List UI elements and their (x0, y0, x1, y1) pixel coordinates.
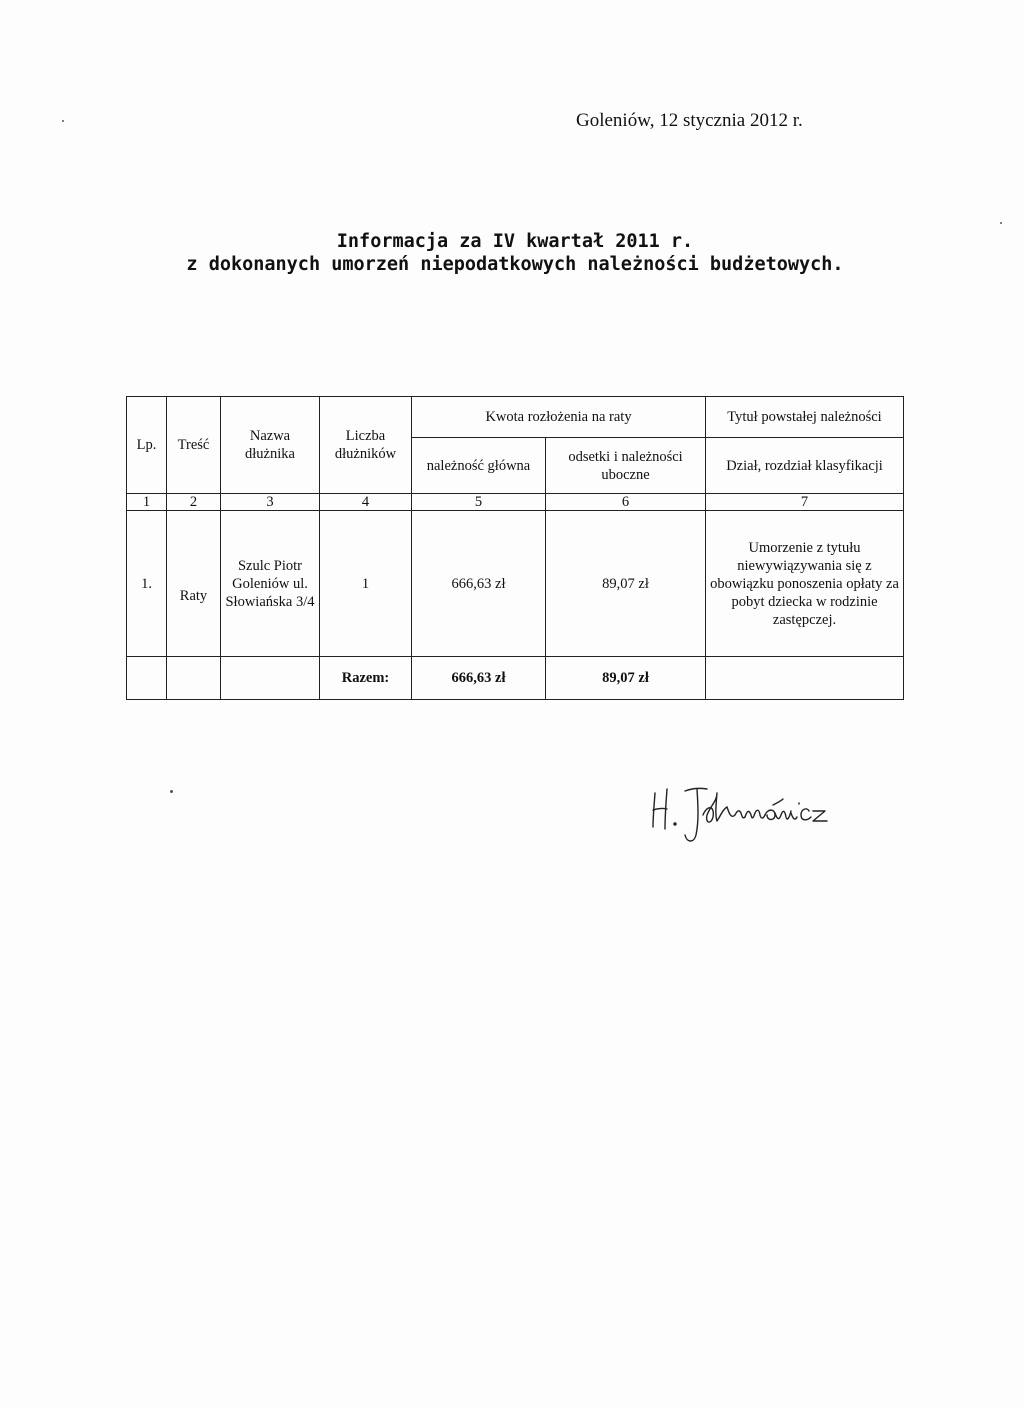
cell-tytul: Umorzenie z tytułu niewywiązywania się z obowiązku ponoszenia opłaty za pobyt dziecka w rodzinie zastępczej. (706, 511, 904, 657)
empty-cell (127, 657, 167, 700)
header-odsetki: odsetki i należności uboczne (546, 438, 706, 494)
empty-cell (167, 657, 221, 700)
column-number: 7 (706, 494, 904, 511)
signature (645, 775, 855, 855)
column-number: 1 (127, 494, 167, 511)
header-naleznosc-glowna: należność główna (412, 438, 546, 494)
place-date: Goleniów, 12 stycznia 2012 r. (576, 110, 803, 131)
column-number: 5 (412, 494, 546, 511)
document-title: Informacja za IV kwartał 2011 r. (336, 231, 694, 252)
scan-speck (62, 120, 64, 122)
header-liczba: Liczba dłużników (320, 397, 412, 494)
scan-speck (170, 790, 173, 793)
cell-lp: 1. (127, 511, 167, 657)
header-row (127, 397, 904, 438)
empty-cell (706, 657, 904, 700)
column-number: 4 (320, 494, 412, 511)
cell-naleznosc-glowna: 666,63 zł (412, 511, 546, 657)
column-number: 6 (546, 494, 706, 511)
header-dzial: Dział, rozdział klasyfikacji (706, 438, 904, 494)
header-lp: Lp. (127, 397, 167, 494)
total-naleznosc-glowna: 666,63 zł (412, 657, 546, 700)
column-number: 3 (221, 494, 320, 511)
empty-cell (221, 657, 320, 700)
header-tresc: Treść (167, 397, 221, 494)
cell-liczba: 1 (320, 511, 412, 657)
scan-speck (1000, 222, 1002, 224)
total-odsetki: 89,07 zł (546, 657, 706, 700)
cell-tresc-text: Raty (179, 587, 208, 604)
header-kwota: Kwota rozłożenia na raty (412, 397, 706, 438)
document-subtitle: z dokonanych umorzeń niepodatkowych należności budżetowych. (186, 254, 844, 275)
cell-nazwa: Szulc Piotr Goleniów ul. Słowiańska 3/4 (221, 511, 320, 657)
header-tytul: Tytuł powstałej należności (706, 397, 904, 438)
cell-odsetki: 89,07 zł (546, 511, 706, 657)
header-nazwa: Nazwa dłużnika (221, 397, 320, 494)
total-row (127, 657, 904, 700)
cell-tresc (167, 511, 221, 657)
column-number-row (127, 494, 904, 511)
total-label: Razem: (320, 657, 412, 700)
umorzenia-table (126, 396, 904, 700)
table-row (127, 511, 904, 657)
column-number: 2 (167, 494, 221, 511)
